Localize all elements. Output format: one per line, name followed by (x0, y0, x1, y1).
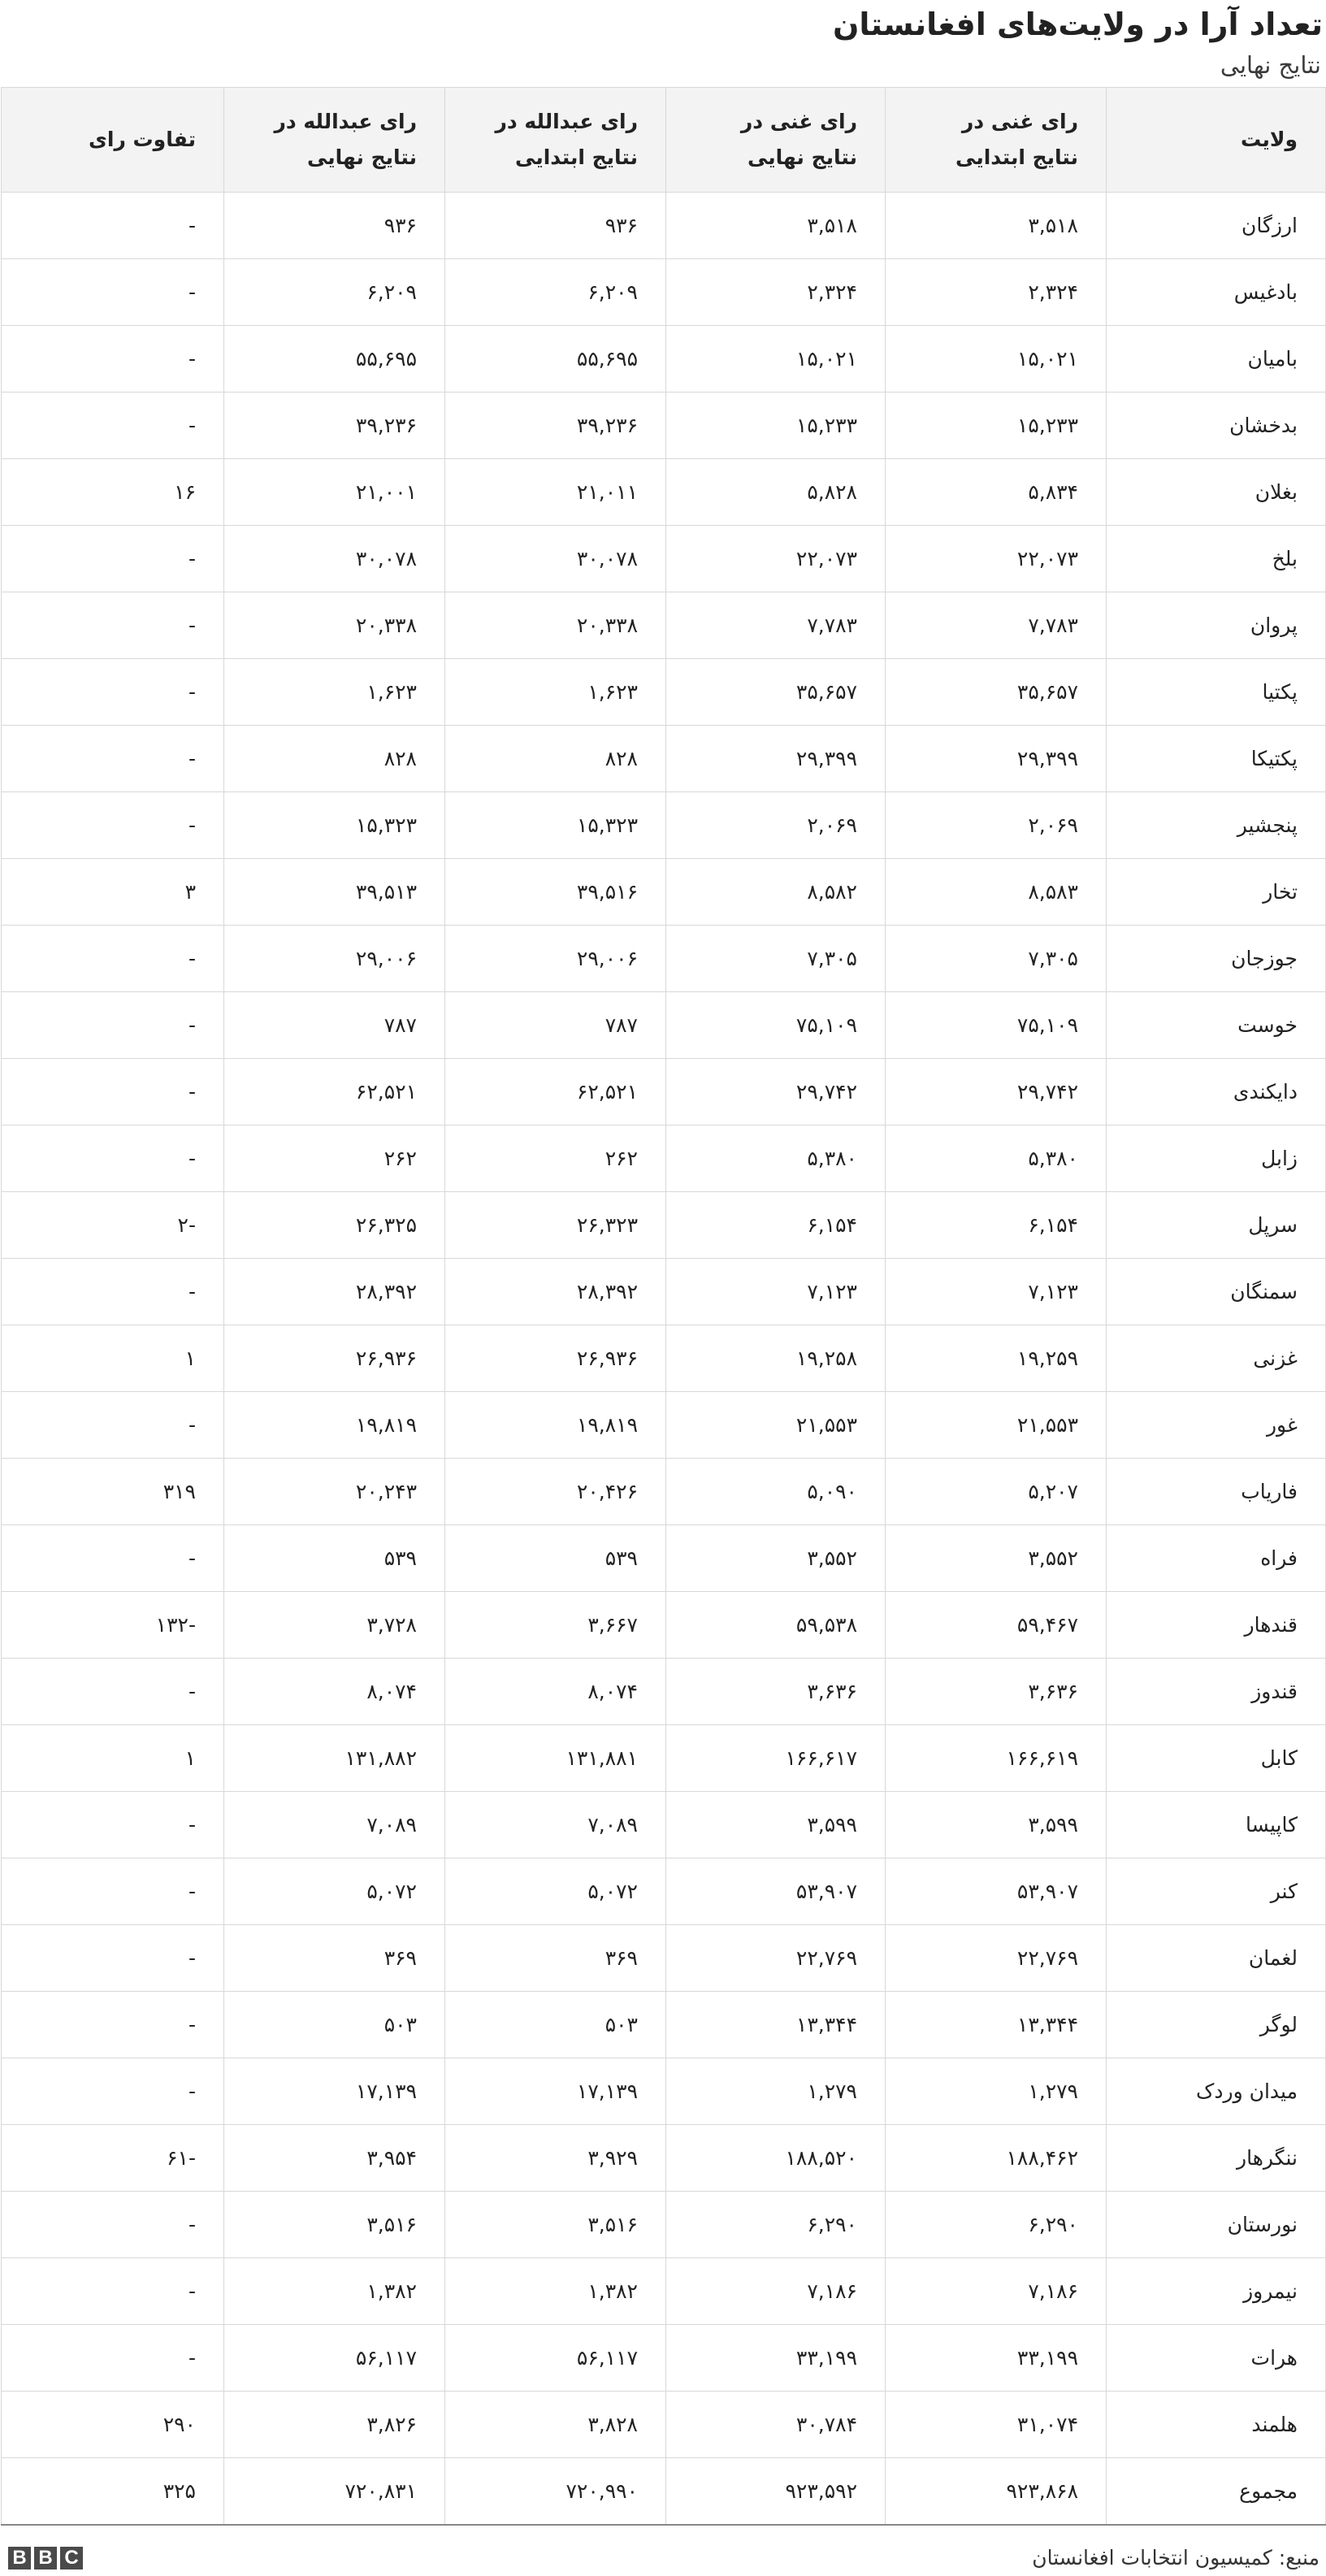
table-row (2, 726, 1326, 792)
cell-ghani-final: ۷۵,۱۰۹ (666, 992, 886, 1059)
page-title: تعداد آرا در ولایت‌های افغانستان (832, 7, 1323, 42)
cell-ghani-initial: ۱,۲۷۹ (886, 2058, 1107, 2125)
table-row (2, 992, 1326, 1059)
cell-abdullah-final: ۸۲۸ (224, 726, 445, 792)
footer (0, 2539, 1326, 2576)
cell-abdullah-initial: ۳۰,۰۷۸ (445, 526, 666, 592)
cell-ghani-final: ۱۳,۳۴۴ (666, 1992, 886, 2058)
cell-abdullah-initial: ۳,۹۲۹ (445, 2125, 666, 2192)
cell-ghani-initial: ۵,۸۳۴ (886, 459, 1107, 526)
table-row (2, 1592, 1326, 1659)
cell-abdullah-final: ۲۹,۰۰۶ (224, 926, 445, 992)
cell-abdullah-initial: ۵,۰۷۲ (445, 1858, 666, 1925)
cell-abdullah-final: ۲۶,۳۲۵ (224, 1192, 445, 1259)
cell-vote-difference: ۳ (2, 859, 224, 926)
cell-province: بغلان (1107, 459, 1326, 526)
cell-abdullah-final: ۵۰۳ (224, 1992, 445, 2058)
table-row (2, 1259, 1326, 1325)
cell-ghani-initial: ۵۹,۴۶۷ (886, 1592, 1107, 1659)
cell-ghani-initial: ۱۹,۲۵۹ (886, 1325, 1107, 1392)
cell-abdullah-final: ۵۶,۱۱۷ (224, 2325, 445, 2392)
table-body (2, 193, 1326, 2526)
cell-ghani-final: ۲۹,۳۹۹ (666, 726, 886, 792)
cell-ghani-initial: ۳,۶۳۶ (886, 1659, 1107, 1725)
cell-province: میدان وردک (1107, 2058, 1326, 2125)
cell-vote-difference: ۱۶ (2, 459, 224, 526)
cell-ghani-initial: ۷,۷۸۳ (886, 592, 1107, 659)
cell-ghani-initial: ۱۸۸,۴۶۲ (886, 2125, 1107, 2192)
cell-abdullah-final: ۱۷,۱۳۹ (224, 2058, 445, 2125)
logo-letter: C (60, 2547, 83, 2569)
cell-abdullah-final: ۱۵,۳۲۳ (224, 792, 445, 859)
cell-province: پکتیا (1107, 659, 1326, 726)
cell-abdullah-initial: ۲۹,۰۰۶ (445, 926, 666, 992)
cell-province: قندوز (1107, 1659, 1326, 1725)
cell-province: لوگر (1107, 1992, 1326, 2058)
cell-abdullah-initial: ۲۸,۳۹۲ (445, 1259, 666, 1325)
cell-ghani-initial: ۲۹,۷۴۲ (886, 1059, 1107, 1125)
cell-abdullah-initial: ۱۷,۱۳۹ (445, 2058, 666, 2125)
table-row (2, 2392, 1326, 2458)
table-row (2, 2192, 1326, 2258)
cell-ghani-initial: ۲۹,۳۹۹ (886, 726, 1107, 792)
cell-province: پروان (1107, 592, 1326, 659)
cell-vote-difference: ۳۱۹ (2, 1459, 224, 1525)
cell-abdullah-initial: ۲۱,۰۱۱ (445, 459, 666, 526)
cell-ghani-final: ۵۳,۹۰۷ (666, 1858, 886, 1925)
table-row (2, 392, 1326, 459)
results-table (1, 87, 1326, 2526)
cell-ghani-initial: ۷۵,۱۰۹ (886, 992, 1107, 1059)
table-row (2, 592, 1326, 659)
cell-ghani-initial: ۸,۵۸۳ (886, 859, 1107, 926)
cell-abdullah-final: ۳,۵۱۶ (224, 2192, 445, 2258)
cell-vote-difference: - (2, 2258, 224, 2325)
cell-abdullah-final: ۳۶۹ (224, 1925, 445, 1992)
table-row (2, 1725, 1326, 1792)
cell-vote-difference: -۱۳۲ (2, 1592, 224, 1659)
table-row (2, 259, 1326, 326)
cell-vote-difference: ۲۹۰ (2, 2392, 224, 2458)
cell-ghani-final: ۲۲,۷۶۹ (666, 1925, 886, 1992)
cell-abdullah-final: ۱,۳۸۲ (224, 2258, 445, 2325)
cell-ghani-initial: ۲۱,۵۵۳ (886, 1392, 1107, 1459)
cell-vote-difference: - (2, 1125, 224, 1192)
cell-abdullah-initial: ۳,۵۱۶ (445, 2192, 666, 2258)
table-row (2, 1059, 1326, 1125)
cell-abdullah-final: ۶۲,۵۲۱ (224, 1059, 445, 1125)
cell-ghani-final: ۳,۶۳۶ (666, 1659, 886, 1725)
table-row (2, 859, 1326, 926)
cell-abdullah-initial: ۳,۶۶۷ (445, 1592, 666, 1659)
cell-ghani-initial: ۵۳,۹۰۷ (886, 1858, 1107, 1925)
table-row (2, 659, 1326, 726)
cell-ghani-final: ۵,۸۲۸ (666, 459, 886, 526)
cell-abdullah-initial: ۱,۶۲۳ (445, 659, 666, 726)
cell-province: غزنی (1107, 1325, 1326, 1392)
cell-ghani-final: ۳,۵۵۲ (666, 1525, 886, 1592)
cell-province: فراه (1107, 1525, 1326, 1592)
cell-ghani-final: ۲,۰۶۹ (666, 792, 886, 859)
header-abdullah-initial: رای عبدالله در نتایج ابتدایی (445, 88, 666, 193)
cell-abdullah-initial: ۲۶,۹۳۶ (445, 1325, 666, 1392)
cell-vote-difference: ۳۲۵ (2, 2458, 224, 2526)
cell-ghani-initial: ۶,۲۹۰ (886, 2192, 1107, 2258)
table-row (2, 1525, 1326, 1592)
cell-abdullah-final: ۳۹,۲۳۶ (224, 392, 445, 459)
cell-vote-difference: - (2, 1525, 224, 1592)
cell-vote-difference: - (2, 1992, 224, 2058)
cell-ghani-initial: ۵,۳۸۰ (886, 1125, 1107, 1192)
table-row (2, 2258, 1326, 2325)
cell-abdullah-initial: ۱۳۱,۸۸۱ (445, 1725, 666, 1792)
cell-vote-difference: ۱ (2, 1325, 224, 1392)
cell-province: خوست (1107, 992, 1326, 1059)
cell-ghani-final: ۶,۱۵۴ (666, 1192, 886, 1259)
cell-province: ارزگان (1107, 193, 1326, 259)
cell-vote-difference: - (2, 326, 224, 392)
cell-ghani-initial: ۵,۲۰۷ (886, 1459, 1107, 1525)
cell-vote-difference: - (2, 792, 224, 859)
cell-abdullah-initial: ۳,۸۲۸ (445, 2392, 666, 2458)
table-row (2, 1925, 1326, 1992)
logo-letter: B (8, 2547, 31, 2569)
cell-abdullah-final: ۳,۹۵۴ (224, 2125, 445, 2192)
cell-province: بدخشان (1107, 392, 1326, 459)
table-row (2, 1992, 1326, 2058)
cell-ghani-final: ۵,۳۸۰ (666, 1125, 886, 1192)
cell-province: سرپل (1107, 1192, 1326, 1259)
cell-abdullah-final: ۲۰,۳۳۸ (224, 592, 445, 659)
cell-vote-difference: - (2, 259, 224, 326)
cell-province: قندهار (1107, 1592, 1326, 1659)
logo-letter: B (34, 2547, 57, 2569)
cell-vote-difference: - (2, 2192, 224, 2258)
cell-abdullah-final: ۲۰,۲۴۳ (224, 1459, 445, 1525)
cell-ghani-initial: ۱۳,۳۴۴ (886, 1992, 1107, 2058)
cell-province: بادغیس (1107, 259, 1326, 326)
table-row (2, 2058, 1326, 2125)
cell-abdullah-initial: ۵۶,۱۱۷ (445, 2325, 666, 2392)
cell-ghani-final: ۳,۵۱۸ (666, 193, 886, 259)
cell-abdullah-final: ۳,۸۲۶ (224, 2392, 445, 2458)
cell-abdullah-initial: ۸,۰۷۴ (445, 1659, 666, 1725)
cell-ghani-final: ۵,۰۹۰ (666, 1459, 886, 1525)
cell-abdullah-final: ۵۳۹ (224, 1525, 445, 1592)
cell-vote-difference: -۲ (2, 1192, 224, 1259)
cell-province: فاریاب (1107, 1459, 1326, 1525)
cell-vote-difference: ۱ (2, 1725, 224, 1792)
cell-abdullah-final: ۷۸۷ (224, 992, 445, 1059)
table-header-row (2, 88, 1326, 193)
cell-vote-difference: -۶۱ (2, 2125, 224, 2192)
header-province: ولایت (1107, 88, 1326, 193)
cell-ghani-final: ۳,۵۹۹ (666, 1792, 886, 1858)
cell-province: مجموع (1107, 2458, 1326, 2526)
cell-ghani-initial: ۱۵,۰۲۱ (886, 326, 1107, 392)
cell-vote-difference: - (2, 1858, 224, 1925)
header-abdullah-final: رای عبدالله در نتایج نهایی (224, 88, 445, 193)
cell-ghani-final: ۷,۱۸۶ (666, 2258, 886, 2325)
cell-abdullah-initial: ۵۵,۶۹۵ (445, 326, 666, 392)
cell-abdullah-initial: ۲۰,۴۲۶ (445, 1459, 666, 1525)
cell-ghani-final: ۸,۵۸۲ (666, 859, 886, 926)
cell-province: غور (1107, 1392, 1326, 1459)
cell-vote-difference: - (2, 926, 224, 992)
cell-abdullah-final: ۱۹,۸۱۹ (224, 1392, 445, 1459)
cell-ghani-initial: ۳,۵۹۹ (886, 1792, 1107, 1858)
cell-ghani-initial: ۲,۰۶۹ (886, 792, 1107, 859)
cell-province: کاپیسا (1107, 1792, 1326, 1858)
cell-abdullah-final: ۵۵,۶۹۵ (224, 326, 445, 392)
cell-ghani-final: ۳۵,۶۵۷ (666, 659, 886, 726)
cell-province: تخار (1107, 859, 1326, 926)
cell-ghani-initial: ۲۲,۷۶۹ (886, 1925, 1107, 1992)
cell-ghani-final: ۱۵,۲۳۳ (666, 392, 886, 459)
cell-vote-difference: - (2, 1392, 224, 1459)
cell-abdullah-final: ۳,۷۲۸ (224, 1592, 445, 1659)
table-row (2, 1792, 1326, 1858)
table-row (2, 1192, 1326, 1259)
cell-province: زابل (1107, 1125, 1326, 1192)
cell-ghani-initial: ۷,۳۰۵ (886, 926, 1107, 992)
cell-abdullah-final: ۱,۶۲۳ (224, 659, 445, 726)
cell-abdullah-initial: ۲۶۲ (445, 1125, 666, 1192)
cell-vote-difference: - (2, 2058, 224, 2125)
cell-ghani-initial: ۹۲۳,۸۶۸ (886, 2458, 1107, 2526)
cell-vote-difference: - (2, 659, 224, 726)
cell-province: نورستان (1107, 2192, 1326, 2258)
cell-abdullah-final: ۲۸,۳۹۲ (224, 1259, 445, 1325)
cell-ghani-final: ۲۱,۵۵۳ (666, 1392, 886, 1459)
cell-province: پکتیکا (1107, 726, 1326, 792)
cell-vote-difference: - (2, 1259, 224, 1325)
cell-province: نیمروز (1107, 2258, 1326, 2325)
cell-province: کابل (1107, 1725, 1326, 1792)
cell-abdullah-initial: ۶۲,۵۲۱ (445, 1059, 666, 1125)
table-row (2, 326, 1326, 392)
table-row (2, 1659, 1326, 1725)
cell-ghani-initial: ۳۳,۱۹۹ (886, 2325, 1107, 2392)
cell-province: کنر (1107, 1858, 1326, 1925)
cell-ghani-final: ۳۰,۷۸۴ (666, 2392, 886, 2458)
source-note: منبع: کمیسیون انتخابات افغانستان (1032, 2546, 1320, 2569)
cell-ghani-initial: ۶,۱۵۴ (886, 1192, 1107, 1259)
cell-abdullah-final: ۶,۲۰۹ (224, 259, 445, 326)
cell-ghani-final: ۳۳,۱۹۹ (666, 2325, 886, 2392)
cell-abdullah-final: ۷۲۰,۸۳۱ (224, 2458, 445, 2526)
cell-ghani-final: ۱۹,۲۵۸ (666, 1325, 886, 1392)
cell-abdullah-initial: ۸۲۸ (445, 726, 666, 792)
cell-abdullah-final: ۳۹,۵۱۳ (224, 859, 445, 926)
cell-ghani-final: ۲,۳۲۴ (666, 259, 886, 326)
cell-ghani-initial: ۱۵,۲۳۳ (886, 392, 1107, 459)
cell-abdullah-initial: ۱۵,۳۲۳ (445, 792, 666, 859)
cell-vote-difference: - (2, 992, 224, 1059)
cell-ghani-final: ۵۹,۵۳۸ (666, 1592, 886, 1659)
header-vote-difference: تفاوت رای (2, 88, 224, 193)
cell-province: ننگرهار (1107, 2125, 1326, 2192)
cell-abdullah-initial: ۷۸۷ (445, 992, 666, 1059)
cell-ghani-final: ۷,۳۰۵ (666, 926, 886, 992)
cell-vote-difference: - (2, 2325, 224, 2392)
cell-province: لغمان (1107, 1925, 1326, 1992)
cell-abdullah-initial: ۲۶,۳۲۳ (445, 1192, 666, 1259)
cell-abdullah-initial: ۲۰,۳۳۸ (445, 592, 666, 659)
page-subtitle: نتایج نهایی (1220, 51, 1321, 79)
cell-abdullah-final: ۲۶,۹۳۶ (224, 1325, 445, 1392)
cell-ghani-final: ۹۲۳,۵۹۲ (666, 2458, 886, 2526)
cell-ghani-initial: ۲,۳۲۴ (886, 259, 1107, 326)
table-row (2, 526, 1326, 592)
header-ghani-final: رای غنی در نتایج نهایی (666, 88, 886, 193)
cell-abdullah-final: ۳۰,۰۷۸ (224, 526, 445, 592)
cell-province: سمنگان (1107, 1259, 1326, 1325)
cell-ghani-initial: ۳,۵۵۲ (886, 1525, 1107, 1592)
cell-ghani-initial: ۳,۵۱۸ (886, 193, 1107, 259)
cell-province: بامیان (1107, 326, 1326, 392)
table-row (2, 1125, 1326, 1192)
cell-abdullah-final: ۷,۰۸۹ (224, 1792, 445, 1858)
cell-abdullah-initial: ۳۹,۵۱۶ (445, 859, 666, 926)
cell-ghani-final: ۱,۲۷۹ (666, 2058, 886, 2125)
header-ghani-initial: رای غنی در نتایج ابتدایی (886, 88, 1107, 193)
table-row (2, 926, 1326, 992)
cell-abdullah-initial: ۹۳۶ (445, 193, 666, 259)
cell-abdullah-initial: ۵۳۹ (445, 1525, 666, 1592)
cell-province: هلمند (1107, 2392, 1326, 2458)
table-row (2, 792, 1326, 859)
table-row (2, 2125, 1326, 2192)
cell-province: هرات (1107, 2325, 1326, 2392)
cell-abdullah-initial: ۵۰۳ (445, 1992, 666, 2058)
cell-ghani-final: ۱۸۸,۵۲۰ (666, 2125, 886, 2192)
cell-abdullah-final: ۲۶۲ (224, 1125, 445, 1192)
cell-vote-difference: - (2, 592, 224, 659)
cell-ghani-final: ۱۵,۰۲۱ (666, 326, 886, 392)
cell-abdullah-initial: ۷۲۰,۹۹۰ (445, 2458, 666, 2526)
cell-abdullah-initial: ۱,۳۸۲ (445, 2258, 666, 2325)
table-row (2, 2325, 1326, 2392)
cell-abdullah-final: ۱۳۱,۸۸۲ (224, 1725, 445, 1792)
cell-vote-difference: - (2, 193, 224, 259)
table-row (2, 1858, 1326, 1925)
table-row (2, 1325, 1326, 1392)
table-row (2, 1459, 1326, 1525)
cell-ghani-final: ۱۶۶,۶۱۷ (666, 1725, 886, 1792)
cell-ghani-final: ۲۲,۰۷۳ (666, 526, 886, 592)
cell-abdullah-final: ۵,۰۷۲ (224, 1858, 445, 1925)
table-row (2, 1392, 1326, 1459)
cell-abdullah-final: ۲۱,۰۰۱ (224, 459, 445, 526)
cell-province: بلخ (1107, 526, 1326, 592)
cell-ghani-final: ۲۹,۷۴۲ (666, 1059, 886, 1125)
cell-abdullah-initial: ۱۹,۸۱۹ (445, 1392, 666, 1459)
bbc-logo (8, 2547, 83, 2569)
cell-ghani-final: ۷,۷۸۳ (666, 592, 886, 659)
cell-abdullah-final: ۸,۰۷۴ (224, 1659, 445, 1725)
table-row (2, 2458, 1326, 2526)
table-row (2, 459, 1326, 526)
cell-province: پنجشیر (1107, 792, 1326, 859)
cell-ghani-final: ۷,۱۲۳ (666, 1259, 886, 1325)
cell-vote-difference: - (2, 1059, 224, 1125)
cell-province: دایکندی (1107, 1059, 1326, 1125)
cell-ghani-initial: ۳۵,۶۵۷ (886, 659, 1107, 726)
cell-abdullah-initial: ۳۶۹ (445, 1925, 666, 1992)
cell-vote-difference: - (2, 392, 224, 459)
cell-vote-difference: - (2, 1792, 224, 1858)
cell-ghani-initial: ۱۶۶,۶۱۹ (886, 1725, 1107, 1792)
table-row (2, 193, 1326, 259)
cell-vote-difference: - (2, 526, 224, 592)
cell-abdullah-initial: ۶,۲۰۹ (445, 259, 666, 326)
cell-ghani-initial: ۷,۱۲۳ (886, 1259, 1107, 1325)
cell-ghani-final: ۶,۲۹۰ (666, 2192, 886, 2258)
cell-vote-difference: - (2, 1659, 224, 1725)
cell-vote-difference: - (2, 1925, 224, 1992)
cell-abdullah-initial: ۳۹,۲۳۶ (445, 392, 666, 459)
cell-ghani-initial: ۲۲,۰۷۳ (886, 526, 1107, 592)
cell-province: جوزجان (1107, 926, 1326, 992)
cell-ghani-initial: ۳۱,۰۷۴ (886, 2392, 1107, 2458)
cell-vote-difference: - (2, 726, 224, 792)
cell-abdullah-final: ۹۳۶ (224, 193, 445, 259)
cell-abdullah-initial: ۷,۰۸۹ (445, 1792, 666, 1858)
cell-ghani-initial: ۷,۱۸۶ (886, 2258, 1107, 2325)
